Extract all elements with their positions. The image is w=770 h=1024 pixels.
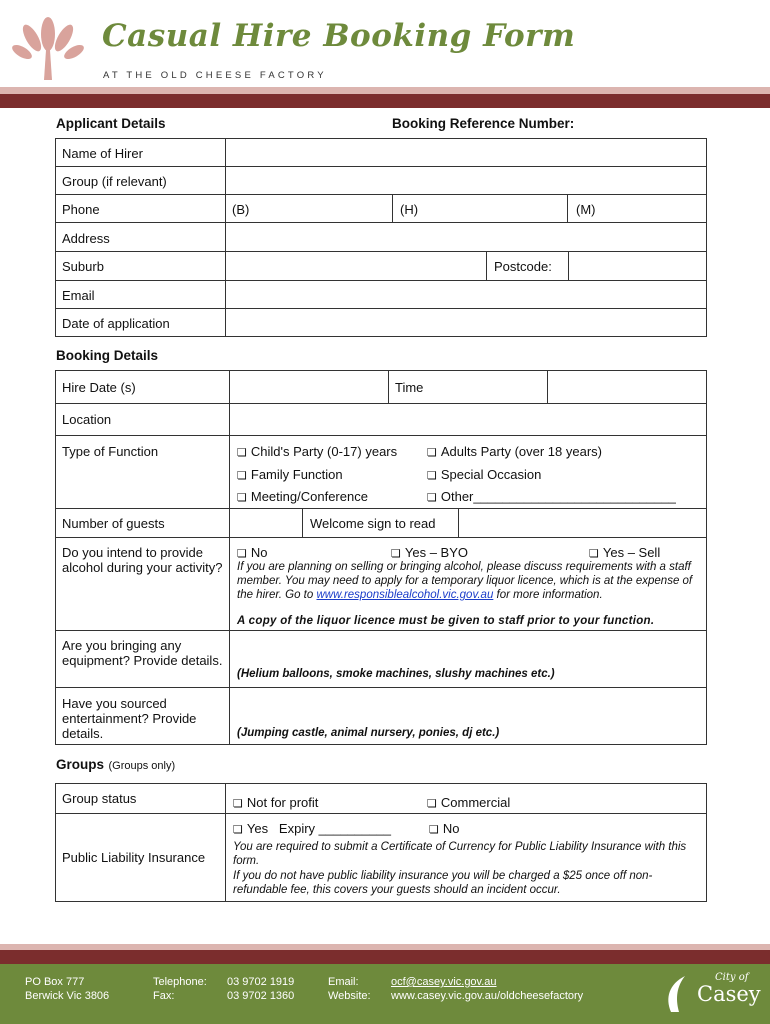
form-subtitle: AT THE OLD CHEESE FACTORY [103,70,327,81]
time-label: Time [395,380,424,395]
equipment-hint: (Helium balloons, smoke machines, slushy machines etc.) [237,668,555,680]
row-phone [55,194,707,223]
col-divider [388,370,389,404]
row-suburb [55,251,707,281]
row-hire-date [55,370,707,404]
name-of-hirer-label: Name of Hirer [62,146,143,161]
city-of-casey-logo [663,968,763,1020]
location-label: Location [62,412,112,427]
col-divider [302,508,303,538]
col-divider [458,508,459,538]
public-liability-label: Public Liability Insurance [62,850,206,865]
date-of-application-label: Date of application [62,316,170,331]
row-name [55,138,707,167]
col-divider [547,370,548,404]
website-label: Website: [328,990,371,1002]
city-of-text: City of [715,972,749,983]
alcohol-note [237,560,699,602]
applicant-heading: Applicant Details [56,116,166,131]
number-of-guests-label: Number of guests [62,516,165,531]
alcohol-note-text-2: for more information. [496,589,603,601]
casey-text: Casey [697,982,761,1006]
phone-b-label: (B) [232,202,250,217]
liquor-licence-note: A copy of the liquor licence must be given to staff prior to your function. [237,615,655,627]
form-title: Casual Hire Booking Form [102,18,576,54]
footer [0,964,770,1024]
not-for-profit-checkbox[interactable]: ❏ Not for profit [233,795,318,812]
groups-heading-text: Groups [56,757,105,772]
footer-band-dark [0,950,770,964]
pli-note: You are required to submit a Certificate of Currency for Public Liability Insurance with this form. [233,841,687,867]
group-status-label: Group status [62,791,137,806]
pli-yes-checkbox[interactable]: ❏ Yes Expiry __________ [233,821,391,838]
fax-number: 03 9702 1360 [227,990,295,1002]
booking-reference-label: Booking Reference Number: [392,116,575,131]
responsible-alcohol-link[interactable]: www.responsiblealcohol.vic.gov.au [316,589,494,601]
alcohol-question: Do you intend to provide alcohol during your activity? [62,545,223,575]
berwick-address: Berwick Vic 3806 [25,990,110,1002]
entertainment-hint: (Jumping castle, animal nursery, ponies, dj etc.) [237,727,500,739]
alcohol-sell-checkbox[interactable]: ❏ Yes – Sell [589,545,660,562]
col-divider [486,251,487,281]
meeting-conference-checkbox[interactable]: ❏ Meeting/Conference [237,489,368,506]
row-location [55,403,707,436]
telephone-number: 03 9702 1919 [227,976,295,988]
col-divider [225,138,226,337]
col-divider [568,251,569,281]
welcome-sign-label: Welcome sign to read [310,516,436,531]
col-divider [229,370,230,745]
po-box: PO Box 777 [25,976,85,988]
groups-heading-note: (Groups only) [108,760,176,772]
flower-logo-icon [12,14,84,82]
cheese-factory-logo [12,14,84,87]
phone-h-label: (H) [400,202,419,217]
suburb-label: Suburb [62,259,104,274]
postcode-label: Postcode: [494,259,552,274]
family-function-checkbox[interactable]: ❏ Family Function [237,467,343,484]
email-label-footer: Email: [328,976,359,988]
header-band-dark [0,94,770,108]
pli-no-checkbox[interactable]: ❏ No [429,821,460,838]
row-address [55,222,707,252]
group-label: Group (if relevant) [62,174,167,189]
col-divider [225,783,226,902]
header-band-light [0,87,770,94]
phone-label: Phone [62,202,100,217]
email-link[interactable]: ocf@casey.vic.gov.au [391,976,497,988]
fax-label: Fax: [153,990,175,1002]
commercial-checkbox[interactable]: ❏ Commercial [427,795,510,812]
alcohol-no-checkbox[interactable]: ❏ No [237,545,268,562]
alcohol-byo-checkbox[interactable]: ❏ Yes – BYO [391,545,468,562]
adults-party-checkbox[interactable]: ❏ Adults Party (over 18 years) [427,444,602,461]
telephone-label: Telephone: [153,976,207,988]
col-divider [567,194,568,223]
childs-party-checkbox[interactable]: ❏ Child's Party (0-17) years [237,444,397,461]
phone-m-label: (M) [576,202,596,217]
type-of-function-label: Type of Function [62,444,159,459]
special-occasion-checkbox[interactable]: ❏ Special Occasion [427,467,541,484]
col-divider [392,194,393,223]
casey-leaf-icon [663,974,693,1014]
website-link[interactable]: www.casey.vic.gov.au/oldcheesefactory [391,990,584,1002]
row-email [55,280,707,309]
other-checkbox[interactable]: ❏ Other____________________________ [427,489,676,506]
row-group-status [55,783,707,814]
groups-heading [56,756,175,774]
address-label: Address [62,231,110,246]
email-label: Email [62,288,95,303]
alcohol-note-text: If you are planning on selling or bringing alcohol, please discuss requirements with a staff member. You may need to apply for a temporary liquor licence, which is at the expense of the hirer. Go to [237,561,693,601]
entertainment-question: Have you sourced entertainment? Provide details. [62,696,197,741]
pli-note-2: If you do not have public liability insurance you will be charged a $25 once off non-refundable fee, this covers your guests should an incident occur. [233,870,653,896]
hire-date-label: Hire Date (s) [62,380,136,395]
booking-heading: Booking Details [56,348,159,363]
equipment-question: Are you bringing any equipment? Provide details. [62,638,223,668]
